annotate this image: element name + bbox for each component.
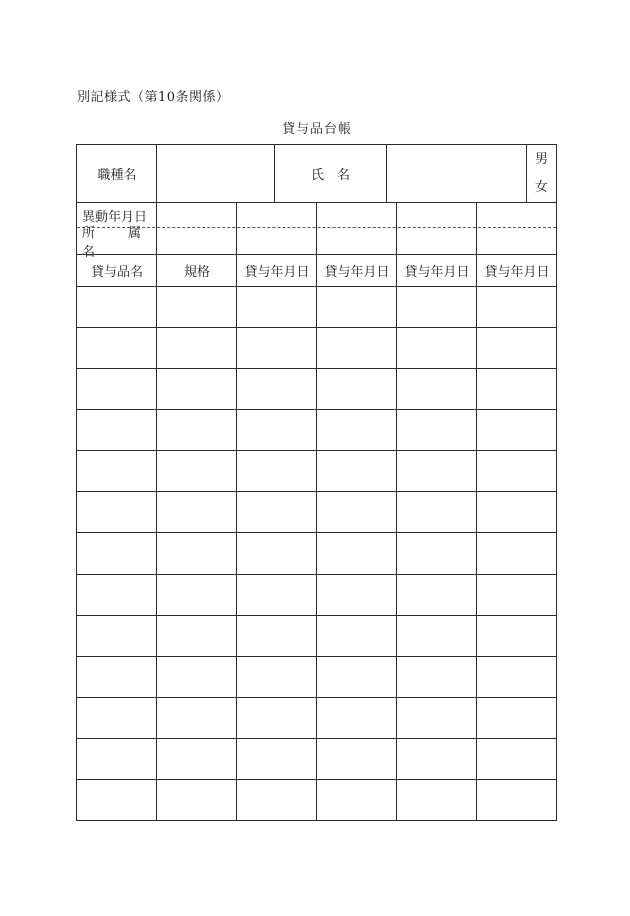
grid-line [77,491,556,492]
grid-line [77,779,556,780]
grid-line [386,145,387,202]
grid-line [77,286,556,287]
job-title-label: 職種名 [97,168,137,183]
sex-male-option[interactable]: 男 [534,152,548,167]
grid-line [77,615,556,616]
name-field[interactable] [386,145,526,202]
column-header: 貸与品名 [90,265,143,280]
grid-line [236,202,237,820]
grid-line [77,574,556,575]
grid-line [77,368,556,369]
grid-line [156,145,157,202]
grid-line [316,202,317,820]
department-label: 所 属 名 [82,226,175,260]
column-header: 貸与年月日 [484,265,550,280]
sex-female-option[interactable]: 女 [534,180,548,195]
grid-line [77,656,556,657]
transfer-date-label: 異動年月日 [82,209,148,225]
ledger-table [76,144,557,821]
grid-line [156,202,157,820]
column-header: 貸与年月日 [244,265,310,280]
grid-line [476,202,477,820]
grid-line [77,327,556,328]
grid-line [77,697,556,698]
grid-line [77,532,556,533]
grid-line [77,450,556,451]
grid-line [77,738,556,739]
grid-line [274,145,275,202]
name-label: 氏 名 [310,168,350,183]
document-title: 貸与品台帳 [281,122,352,137]
column-header: 貸与年月日 [404,265,470,280]
column-header: 規格 [183,265,210,280]
job-title-field[interactable] [157,145,275,202]
grid-line [526,145,527,202]
form-reference: 別記様式（第10条関係） [77,90,230,105]
grid-line [77,409,556,410]
sex-selector[interactable] [526,145,557,202]
column-header: 貸与年月日 [324,265,390,280]
grid-line [396,202,397,820]
